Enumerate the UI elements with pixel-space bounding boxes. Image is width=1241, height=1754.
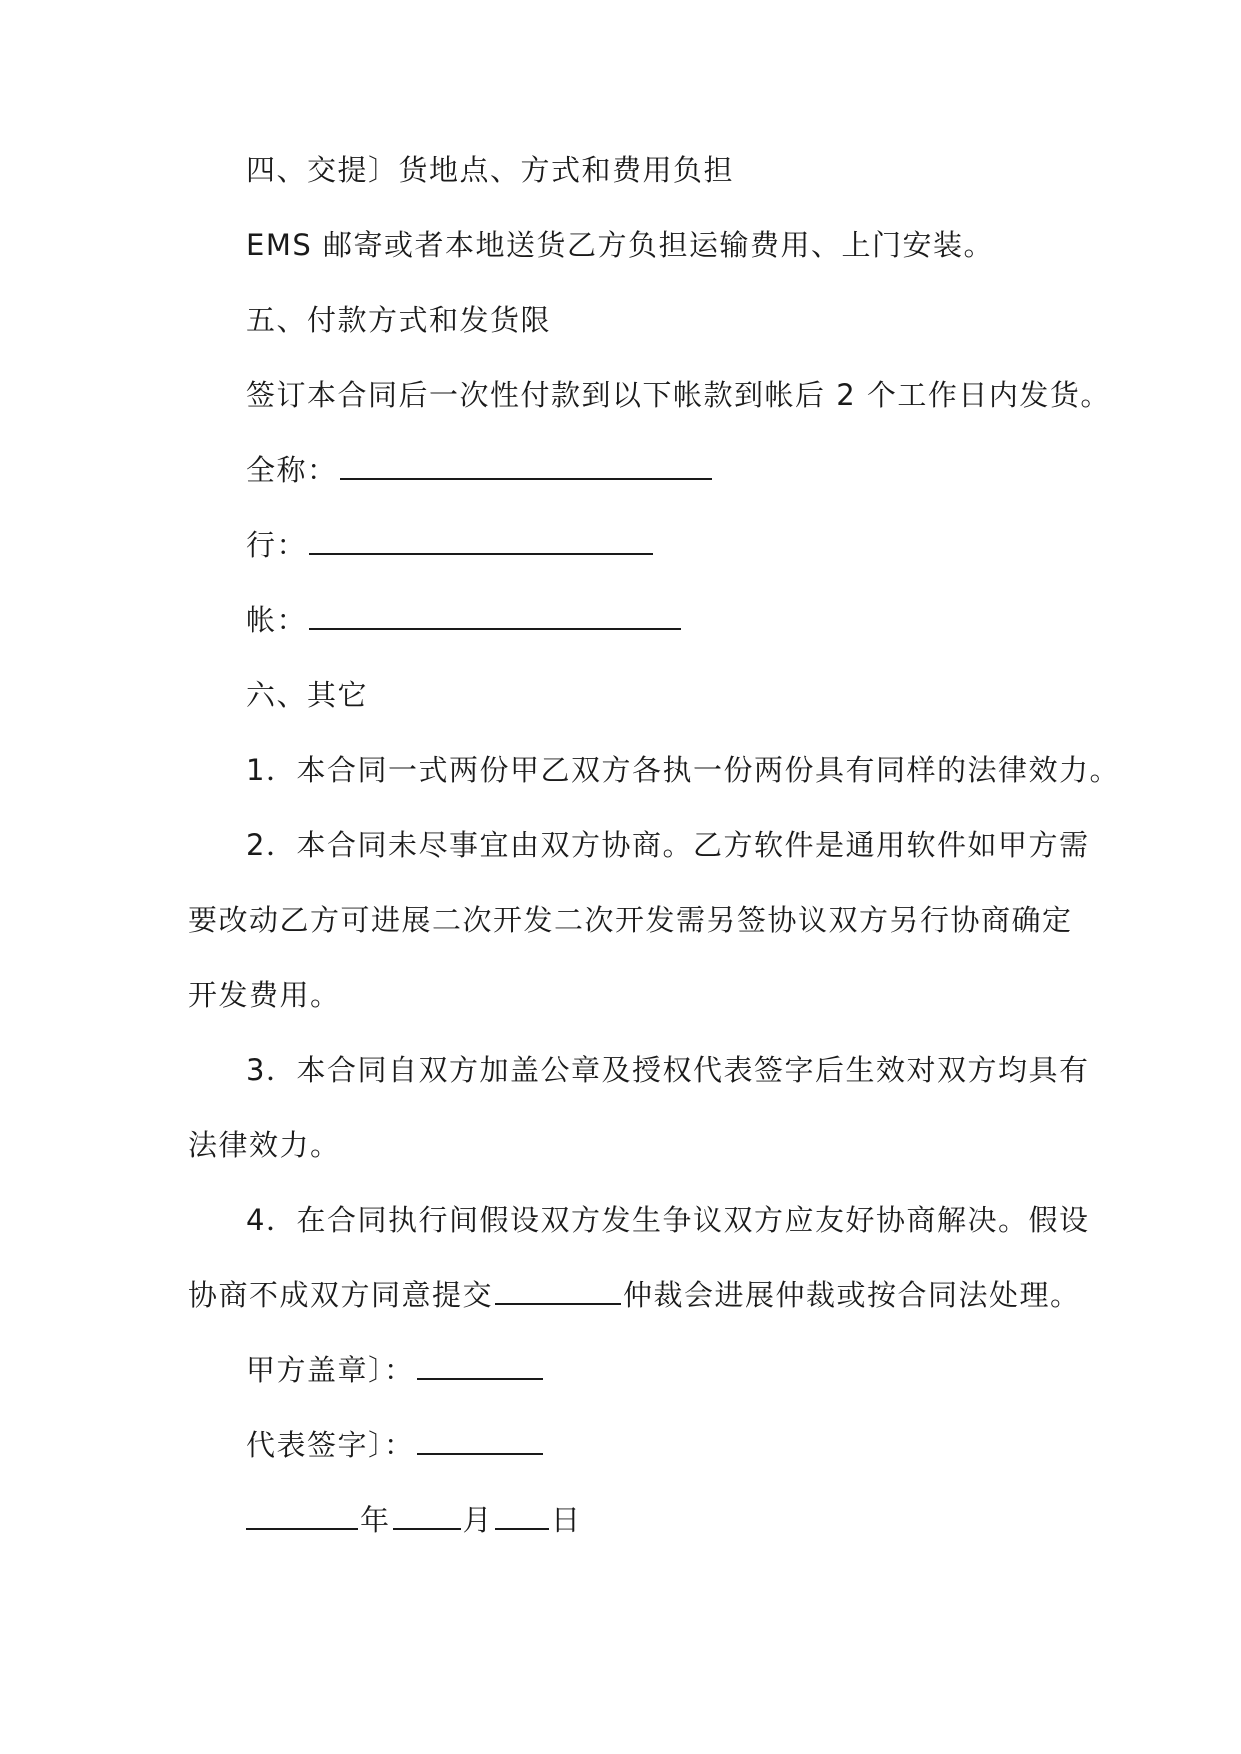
item-3-line-1: 3．本合同自双方加盖公章及授权代表签字后生效对双方均具有: [246, 1053, 1090, 1087]
fullname-label: 全称：: [246, 453, 338, 487]
item-4-line-2: [188, 1277, 1081, 1313]
party-a-seal-row: [246, 1352, 545, 1388]
rep-sign-label: 代表签字〕：: [246, 1428, 415, 1462]
section-5-body: 签订本合同后一次性付款到以下帐款到帐后 2 个工作日内发货。: [246, 378, 1111, 412]
account-label: 帐：: [246, 603, 308, 637]
section-6-heading: 六、其它: [246, 678, 369, 712]
date-row: [246, 1502, 582, 1538]
account-blank: [309, 602, 681, 630]
item-2-line-1: 2．本合同未尽事宜由双方协商。乙方软件是通用软件如甲方需: [246, 828, 1090, 862]
rep-sign-blank: [417, 1427, 543, 1455]
item-4-line-1: 4．在合同执行间假设双方发生争议双方应友好协商解决。假设: [246, 1203, 1090, 1237]
section-4-heading: 四、交提〕货地点、方式和费用负担: [246, 153, 735, 187]
section-5-heading: 五、付款方式和发货限: [246, 303, 552, 337]
year-label: 年: [360, 1503, 391, 1537]
bank-blank: [309, 527, 653, 555]
item-2-line-2: 要改动乙方可进展二次开发二次开发需另签协议双方另行协商确定: [188, 903, 1073, 937]
account-row: [246, 602, 683, 638]
month-blank: [393, 1502, 461, 1530]
item-2-line-3: 开发费用。: [188, 978, 341, 1012]
year-blank: [246, 1502, 358, 1530]
item-4-line-2-start: 协商不成双方同意提交: [188, 1278, 494, 1312]
rep-sign-row: [246, 1427, 545, 1463]
item-1: 1．本合同一式两份甲乙双方各执一份两份具有同样的法律效力。: [246, 753, 1120, 787]
day-label: 日: [551, 1503, 582, 1537]
party-a-seal-blank: [417, 1352, 543, 1380]
item-4-line-2-end: 仲裁会进展仲裁或按合同法处理。: [623, 1278, 1081, 1312]
arbitration-blank: [495, 1277, 621, 1305]
item-3-line-2: 法律效力。: [188, 1128, 341, 1162]
party-a-seal-label: 甲方盖章〕：: [246, 1353, 415, 1387]
section-4-body: EMS 邮寄或者本地送货乙方负担运输费用、上门安装。: [246, 228, 994, 262]
day-blank: [495, 1502, 549, 1530]
fullname-row: [246, 452, 714, 488]
month-label: 月: [462, 1503, 494, 1537]
bank-label: 行：: [246, 528, 308, 562]
fullname-blank: [340, 452, 712, 480]
bank-row: [246, 527, 655, 563]
